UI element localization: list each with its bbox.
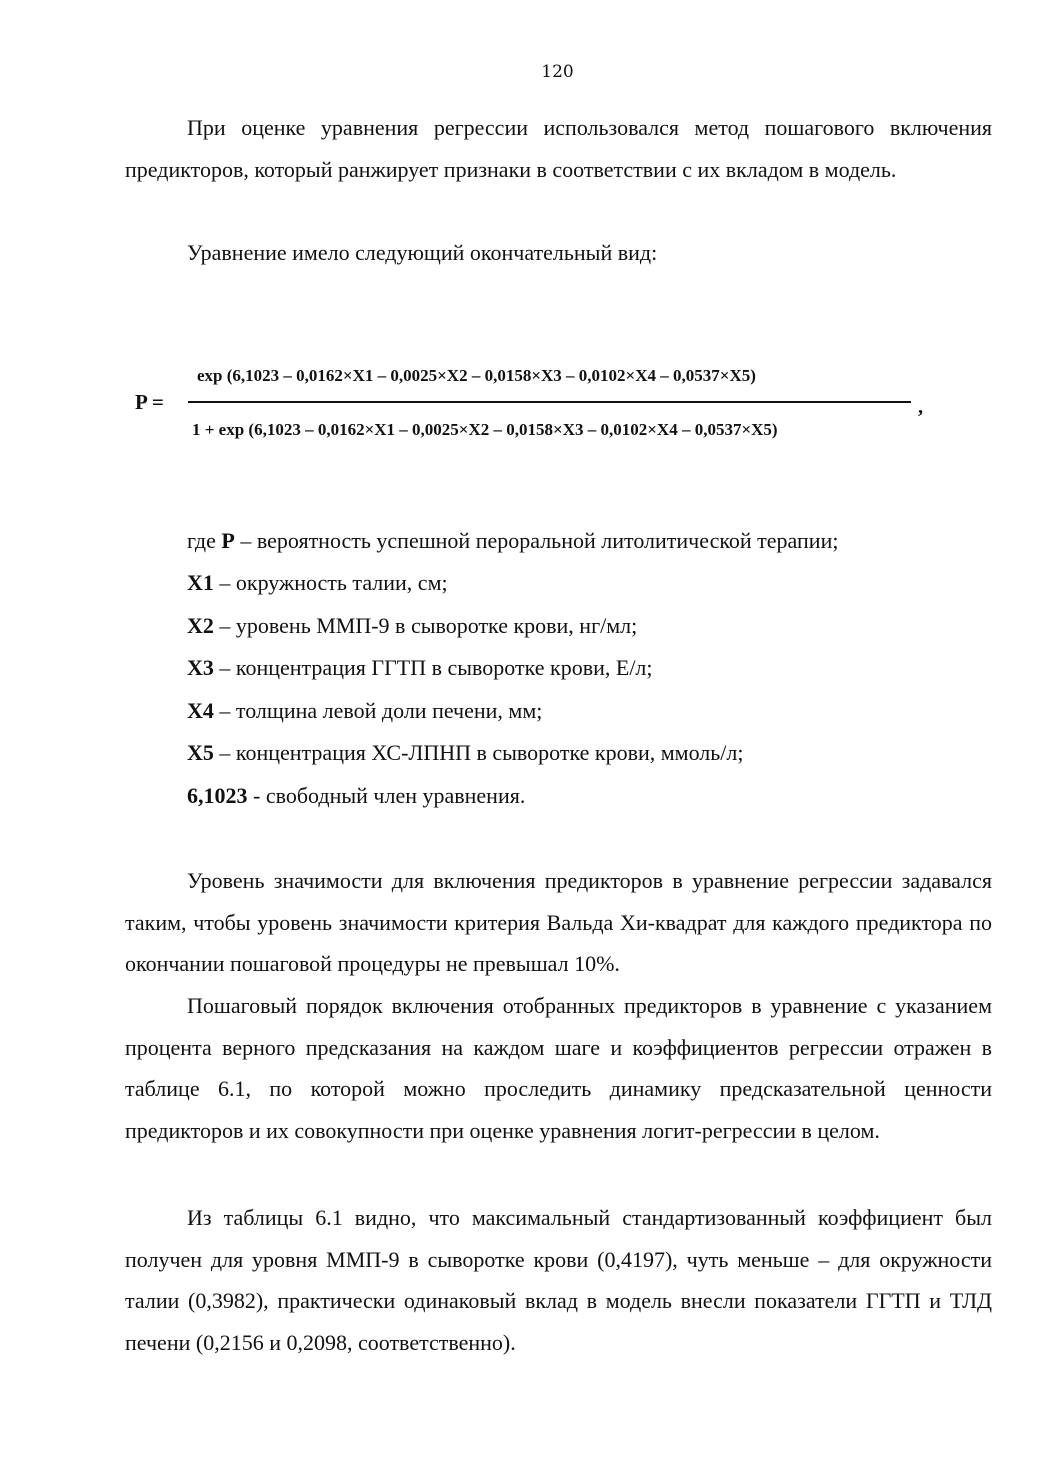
formula-numerator: exp (6,1023 – 0,0162×X1 – 0,0025×X2 – 0,0158×X3 – 0,0102×X4 – 0,0537×X5) — [197, 366, 756, 385]
legend-desc: – толщина левой доли печени, мм; — [213, 698, 543, 723]
page-number: 120 — [541, 62, 574, 82]
fraction-bar — [188, 401, 911, 403]
legend-desc: - свободный член уравнения. — [247, 783, 526, 808]
regression-formula — [135, 360, 935, 450]
formula-denominator: 1 + exp (6,1023 – 0,0162×X1 – 0,0025×X2 – 0,0158×X3 – 0,0102×X4 – 0,0537×X5) — [192, 420, 778, 439]
paragraph-stepwise: Пошаговый порядок включения отобранных предикторов в уравнение с указанием процента верного предсказания на каждом шаге и коэффициентов регрессии отражен в таблице 6.1, по которой можно проследить динамику предсказательной ценности предикторов и их совокупности при оценке уравнения логит-регрессии в целом. — [125, 993, 992, 1143]
paragraph-intro: При оценке уравнения регрессии использовался метод пошагового включения предикторов, который ранжирует признаки в соответствии с их вкладом в модель. — [125, 115, 992, 182]
formula-trailing-comma: , — [918, 396, 923, 418]
legend-term: X3 — [187, 655, 214, 680]
paragraph-conclusion: Из таблицы 6.1 видно, что максимальный стандартизованный коэффициент был получен для уровня ММП-9 в сыворотке крови (0,4197), чуть меньше – для окружности талии (0,3982), практически одинаковый вклад в модель внесли показатели ГГТП и ТЛД печени (0,2156 и 0,2098, соответственно). — [125, 1205, 992, 1355]
legend-term: 6,1023 — [187, 783, 248, 808]
legend-desc: – окружность талии, см; — [213, 570, 448, 595]
legend-item — [187, 611, 637, 641]
legend-item — [187, 738, 744, 768]
legend-item — [187, 568, 448, 598]
legend-item — [187, 526, 838, 556]
paragraph-equation-lead: Уравнение имело следующий окончательный вид: — [187, 240, 658, 265]
legend-item — [187, 696, 542, 726]
legend-desc: – концентрация ХС-ЛПНП в сыворотке крови, ммоль/л; — [213, 740, 744, 765]
legend-term: P — [221, 528, 235, 553]
legend-term: X1 — [187, 570, 214, 595]
legend-prefix: где — [187, 528, 222, 553]
legend-desc: – вероятность успешной пероральной литолитической терапии; — [234, 528, 839, 553]
legend-term: X4 — [187, 698, 214, 723]
paragraph-significance: Уровень значимости для включения предикторов в уравнение регрессии задавался таким, чтобы уровень значимости критерия Вальда Хи-квадрат для каждого предиктора по окончании пошаговой процедуры не превышал 10%. — [125, 868, 992, 976]
legend-term: X2 — [187, 613, 214, 638]
legend-item — [187, 781, 525, 811]
formula-lhs: P = — [135, 390, 164, 414]
legend-item — [187, 653, 653, 683]
legend-desc: – уровень ММП-9 в сыворотке крови, нг/мл; — [213, 613, 638, 638]
legend-term: X5 — [187, 740, 214, 765]
legend-desc: – концентрация ГГТП в сыворотке крови, Е/л; — [213, 655, 653, 680]
